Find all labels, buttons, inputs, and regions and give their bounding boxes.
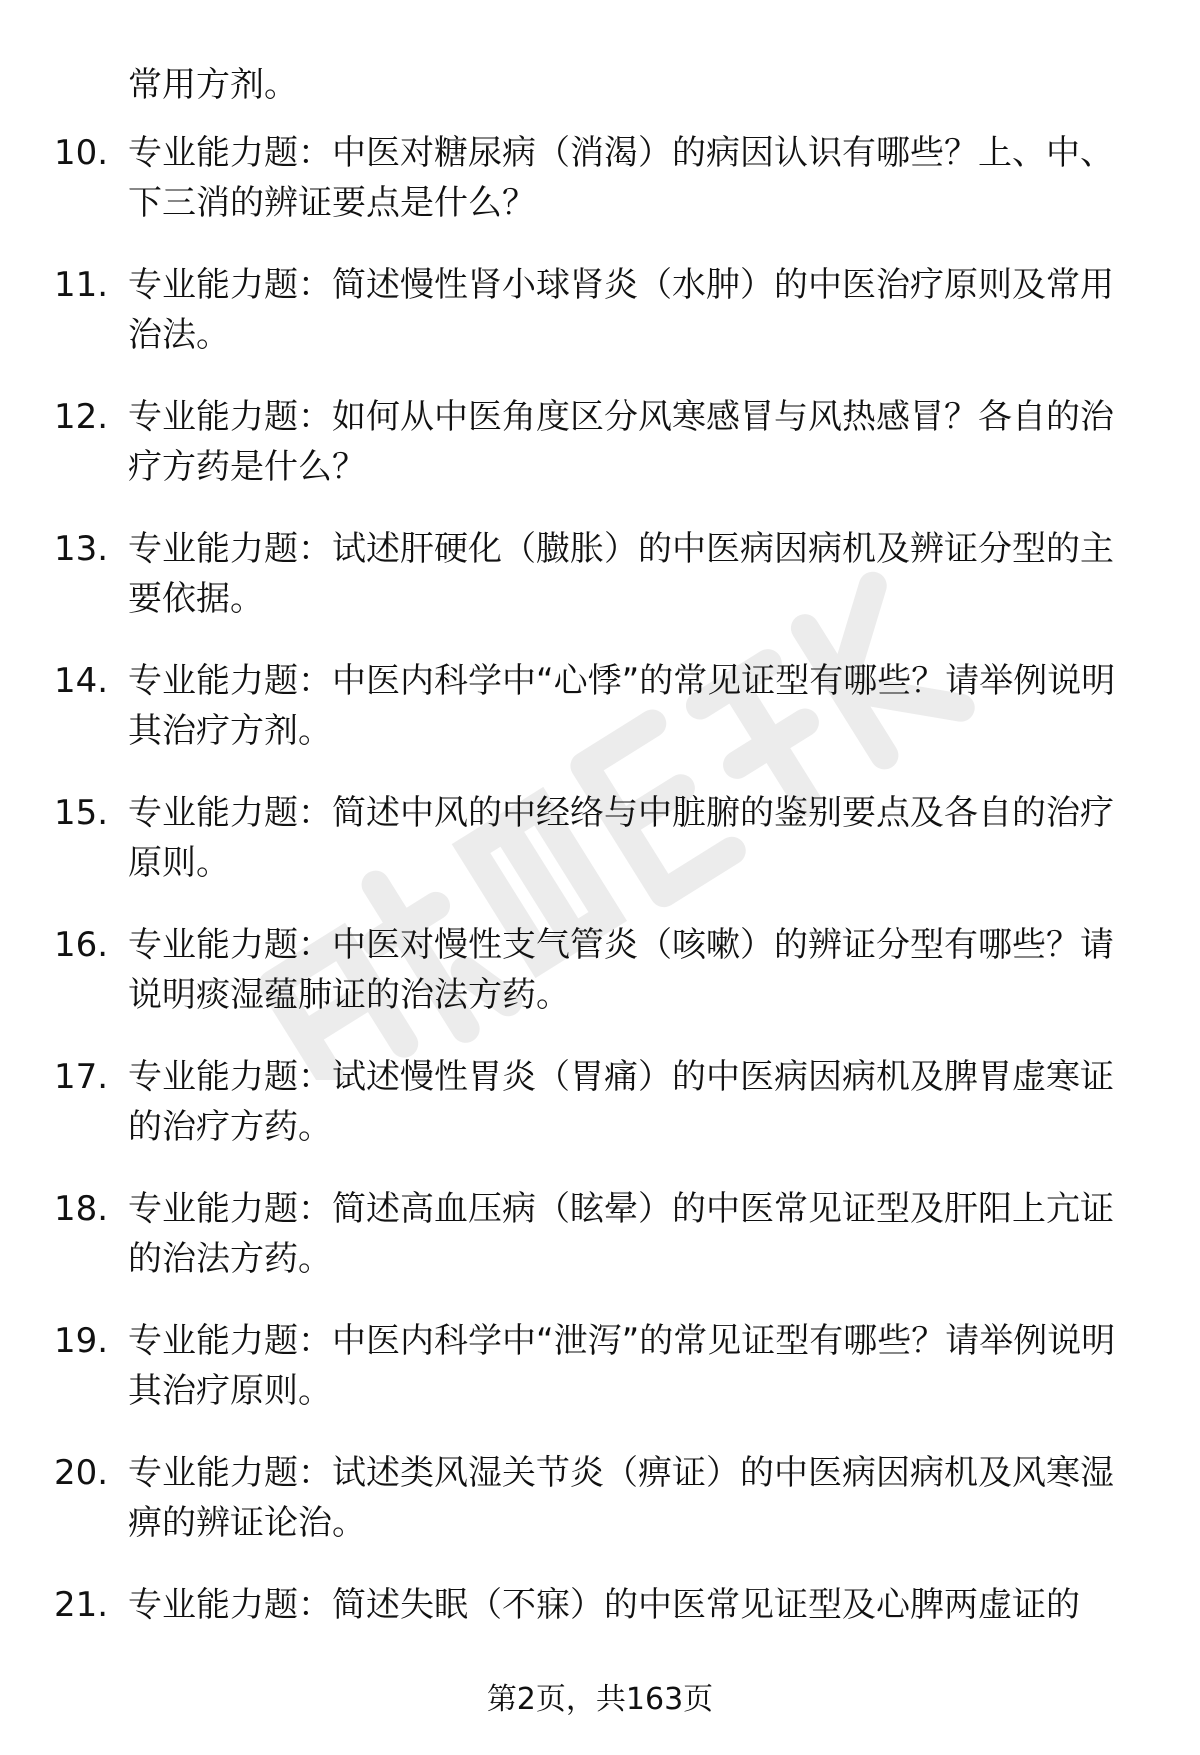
question-text: 专业能力题：中医对糖尿病（消渴）的病因认识有哪些？上、中、下三消的辨证要点是什么？ (128, 133, 1114, 223)
question-text: 专业能力题：试述肝硬化（臌胀）的中医病因病机及辨证分型的主要依据。 (128, 529, 1114, 619)
question-item (0, 656, 1200, 788)
question-item (0, 1052, 1200, 1184)
question-list (0, 128, 1200, 1712)
question-item (0, 1448, 1200, 1580)
question-text: 专业能力题：简述慢性肾小球肾炎（水肿）的中医治疗原则及常用治法。 (128, 265, 1114, 355)
question-number: 17. (54, 1057, 109, 1097)
question-text: 专业能力题：中医对慢性支气管炎（咳嗽）的辨证分型有哪些？请说明痰湿蕴肺证的治法方药。 (128, 925, 1114, 1015)
question-text: 专业能力题：中医内科学中“泄泻”的常见证型有哪些？请举例说明其治疗原则。 (128, 1321, 1116, 1411)
question-text: 专业能力题：如何从中医角度区分风寒感冒与风热感冒？各自的治疗方药是什么？ (128, 397, 1114, 487)
question-item (0, 920, 1200, 1052)
question-number: 18. (54, 1189, 109, 1229)
question-text: 专业能力题：中医内科学中“心悸”的常见证型有哪些？请举例说明其治疗方剂。 (128, 661, 1116, 751)
question-number: 21. (54, 1585, 109, 1625)
question-item (0, 392, 1200, 524)
question-item (0, 1184, 1200, 1316)
question-number: 12. (54, 397, 109, 437)
question-number: 16. (54, 925, 109, 965)
question-number: 20. (54, 1453, 109, 1493)
question-number: 10. (54, 133, 109, 173)
question-text: 专业能力题：简述高血压病（眩晕）的中医常见证型及肝阳上亢证的治法方药。 (128, 1189, 1114, 1279)
question-number: 14. (54, 661, 109, 701)
page-footer: 第2页，共163页 (486, 1682, 714, 1717)
question-text: 专业能力题：简述失眠（不寐）的中医常见证型及心脾两虚证的 (128, 1585, 1080, 1625)
question-number: 13. (54, 529, 109, 569)
continuation-text: 常用方剂。 (128, 65, 298, 105)
question-text: 专业能力题：简述中风的中经络与中脏腑的鉴别要点及各自的治疗原则。 (128, 793, 1114, 883)
question-number: 11. (54, 265, 109, 305)
question-number: 19. (54, 1321, 109, 1361)
question-item (0, 260, 1200, 392)
question-item (0, 1316, 1200, 1448)
question-text: 专业能力题：试述类风湿关节炎（痹证）的中医病因病机及风寒湿痹的辨证论治。 (128, 1453, 1114, 1543)
question-number: 15. (54, 793, 109, 833)
question-item (0, 788, 1200, 920)
question-text: 专业能力题：试述慢性胃炎（胃痛）的中医病因病机及脾胃虚寒证的治疗方药。 (128, 1057, 1114, 1147)
question-item (0, 524, 1200, 656)
question-item (0, 128, 1200, 260)
